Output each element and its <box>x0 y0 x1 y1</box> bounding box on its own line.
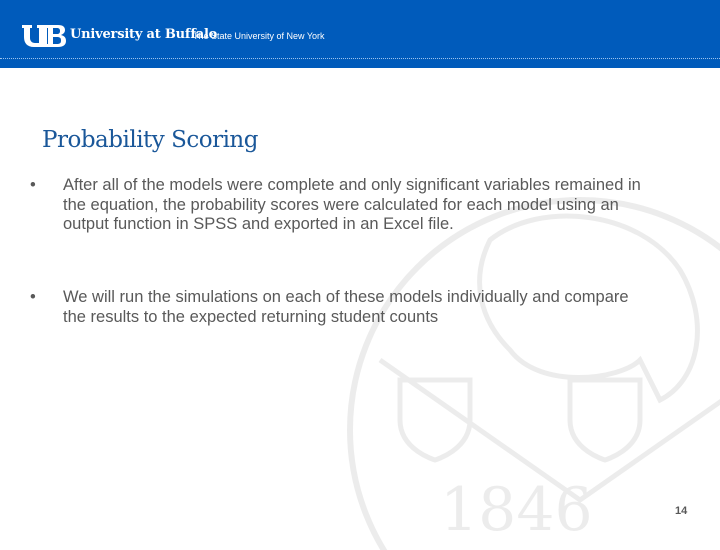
bullet-item <box>30 176 650 235</box>
bullet-marker: • <box>30 176 36 194</box>
svg-text:1846: 1846 <box>440 475 593 545</box>
university-name: University at Buffalo <box>70 27 218 42</box>
bullet-text: We will run the simulations on each of these models individually and compare the results to the expected returning student counts <box>63 288 629 326</box>
slide-header <box>0 0 720 68</box>
header-dotted-divider <box>0 58 720 59</box>
page-number: 14 <box>675 505 688 517</box>
slide-title: Probability Scoring <box>42 127 258 153</box>
ub-seal-watermark-icon <box>340 180 720 550</box>
ub-logo-icon <box>22 25 66 47</box>
bullet-marker: • <box>30 288 36 306</box>
bullet-text: After all of the models were complete and only significant variables remained in the equation, the probability scores were calculated for each model using an output function in SPSS and exported in an Excel file. <box>63 176 641 233</box>
university-tagline: The State University of New York <box>193 31 325 41</box>
bullet-item <box>30 288 650 327</box>
